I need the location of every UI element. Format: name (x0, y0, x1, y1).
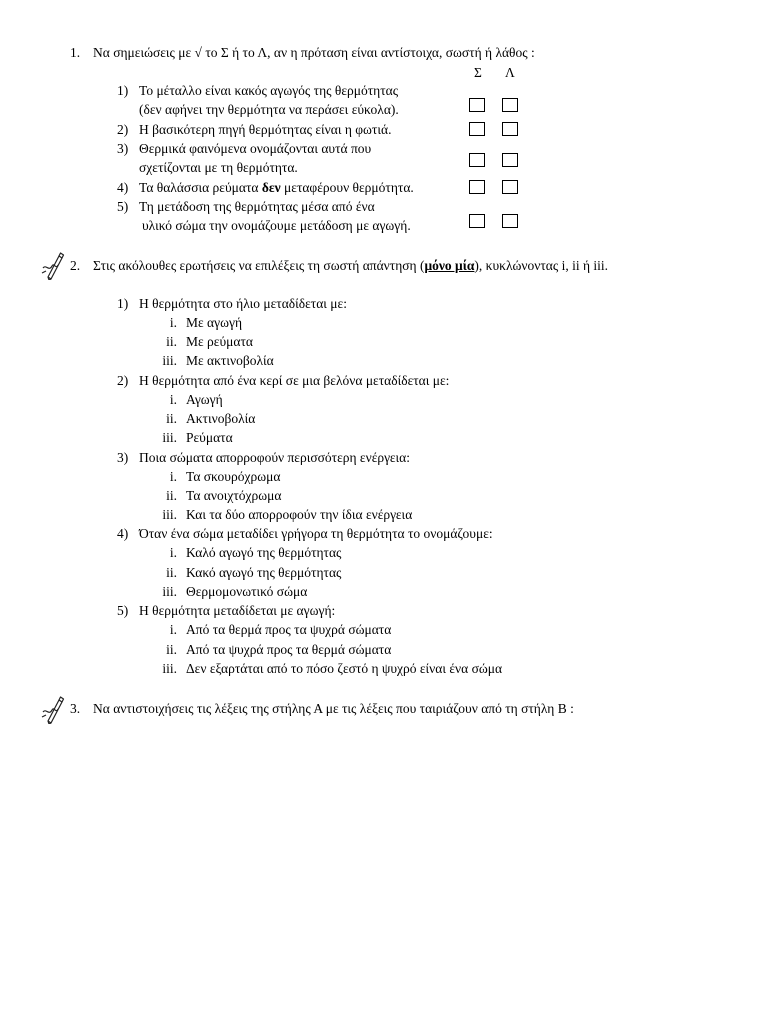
q3-number: 3. (70, 701, 81, 716)
q1-item-4-bold-word: δεν (261, 180, 281, 195)
q1-col-true-label: Σ (474, 65, 482, 80)
q2-option-num: i. (169, 622, 177, 637)
q1-item-4-text-start: Τα θαλάσσια ρεύματα (139, 180, 262, 195)
q1-item-text: Τη μετάδοση της θερμότητας μέσα από ένα (139, 199, 375, 214)
q2-option-text[interactable]: Τα σκουρόχρωμα (186, 469, 281, 484)
q2-prompt-start: Στις ακόλουθες ερωτήσεις να επιλέξεις τη σωστή απάντηση ( (93, 258, 425, 273)
q1-item-text: σχετίζονται με τη θερμότητα. (139, 160, 298, 175)
q3-prompt: Να αντιστοιχήσεις τις λέξεις της στήλης Α με τις λέξεις που ταιριάζουν από τη στήλη Β : (93, 701, 574, 716)
q2-option-text[interactable]: Κακό αγωγό της θερμότητας (186, 565, 342, 580)
q2-question-text: Ποια σώματα απορροφούν περισσότερη ενέργεια: (139, 450, 410, 465)
q2-option-text[interactable]: Ρεύματα (186, 430, 233, 445)
q2-question-num: 5) (117, 603, 129, 618)
q1-item-text: (δεν αφήνει την θερμότητα να περάσει εύκολα). (139, 102, 399, 117)
q2-option-text[interactable]: Από τα θερμά προς τα ψυχρά σώματα (186, 622, 392, 637)
q1-item-num: 2) (117, 122, 129, 137)
q2-question-text: Η θερμότητα από ένα κερί σε μια βελόνα μεταδίδεται με: (139, 373, 450, 388)
q2-question-text: Η θερμότητα μεταδίδεται με αγωγή: (139, 603, 336, 618)
q2-question-num: 1) (117, 296, 129, 311)
q2-option-text[interactable]: Θερμομονωτικό σώμα (186, 584, 308, 599)
q1-item-4-true-checkbox[interactable] (469, 180, 485, 194)
q2-option-num: iii. (162, 430, 177, 445)
pencil-writing-icon (40, 250, 66, 280)
q2-number: 2. (70, 258, 81, 273)
q2-question-text: Η θερμότητα στο ήλιο μεταδίδεται με: (139, 296, 347, 311)
q1-item-text: Θερμικά φαινόμενα ονομάζονται αυτά που (139, 141, 372, 156)
q1-item-4-text-end: μεταφέρουν θερμότητα. (280, 180, 414, 195)
q1-number: 1. (70, 45, 81, 60)
q2-option-text[interactable]: Από τα ψυχρά προς τα θερμά σώματα (186, 642, 392, 657)
q2-option-num: iii. (162, 584, 177, 599)
q1-item-num: 1) (117, 83, 129, 98)
q1-item-4-false-checkbox[interactable] (502, 180, 518, 194)
q1-item-text (139, 179, 414, 197)
pencil-writing-icon (40, 694, 66, 724)
q1-item-1-false-checkbox[interactable] (502, 98, 518, 112)
q1-col-false-label: Λ (505, 65, 515, 80)
q1-prompt: Να σημειώσεις με √ το Σ ή το Λ, αν η πρόταση είναι αντίστοιχα, σωστή ή λάθος : (93, 45, 535, 60)
q2-option-text[interactable]: Και τα δύο απορροφούν την ίδια ενέργεια (186, 507, 413, 522)
q2-option-num: i. (169, 545, 177, 560)
q1-item-3-false-checkbox[interactable] (502, 153, 518, 167)
q2-option-num: i. (169, 315, 177, 330)
q2-question-num: 4) (117, 526, 129, 541)
q2-option-num: iii. (162, 353, 177, 368)
q1-item-5-true-checkbox[interactable] (469, 214, 485, 228)
q1-item-text: Το μέταλλο είναι κακός αγωγός της θερμότητας (139, 83, 399, 98)
q1-item-1-true-checkbox[interactable] (469, 98, 485, 112)
q2-option-text[interactable]: Καλό αγωγό της θερμότητας (186, 545, 342, 560)
q2-option-text[interactable]: Τα ανοιχτόχρωμα (186, 488, 282, 503)
q2-option-num: i. (169, 392, 177, 407)
q2-prompt-end: ), κυκλώνοντας i, ii ή iii. (474, 258, 609, 273)
q2-option-text[interactable]: Δεν εξαρτάται από το πόσο ζεστό η ψυχρό είναι ένα σώμα (186, 661, 503, 676)
q2-option-num: ii. (166, 334, 177, 349)
q2-option-num: ii. (166, 565, 177, 580)
q1-item-2-false-checkbox[interactable] (502, 122, 518, 136)
q1-item-text: Η βασικότερη πηγή θερμότητας είναι η φωτιά. (139, 122, 392, 137)
q2-option-num: ii. (166, 488, 177, 503)
q1-item-3-true-checkbox[interactable] (469, 153, 485, 167)
q2-option-text[interactable]: Με ρεύματα (186, 334, 253, 349)
q2-prompt (93, 257, 608, 275)
q2-question-num: 2) (117, 373, 129, 388)
q2-question-text: Όταν ένα σώμα μεταδίδει γρήγορα τη θερμότητα το ονομάζουμε: (139, 526, 493, 541)
q1-item-num: 3) (117, 141, 129, 156)
q2-question-num: 3) (117, 450, 129, 465)
q2-option-text[interactable]: Με ακτινοβολία (186, 353, 274, 368)
q2-prompt-emphasis: μόνο μία (424, 258, 475, 273)
q2-option-text[interactable]: Ακτινοβολία (186, 411, 256, 426)
q1-item-2-true-checkbox[interactable] (469, 122, 485, 136)
q1-item-text: υλικό σώμα την ονομάζουμε μετάδοση με αγωγή. (142, 218, 411, 233)
q2-option-num: i. (169, 469, 177, 484)
q2-option-num: iii. (162, 661, 177, 676)
q1-item-num: 4) (117, 180, 129, 195)
q2-option-num: iii. (162, 507, 177, 522)
q1-item-5-false-checkbox[interactable] (502, 214, 518, 228)
q2-option-text[interactable]: Με αγωγή (186, 315, 242, 330)
q2-option-num: ii. (166, 411, 177, 426)
q1-item-num: 5) (117, 199, 129, 214)
q2-option-text[interactable]: Αγωγή (186, 392, 223, 407)
q2-option-num: ii. (166, 642, 177, 657)
